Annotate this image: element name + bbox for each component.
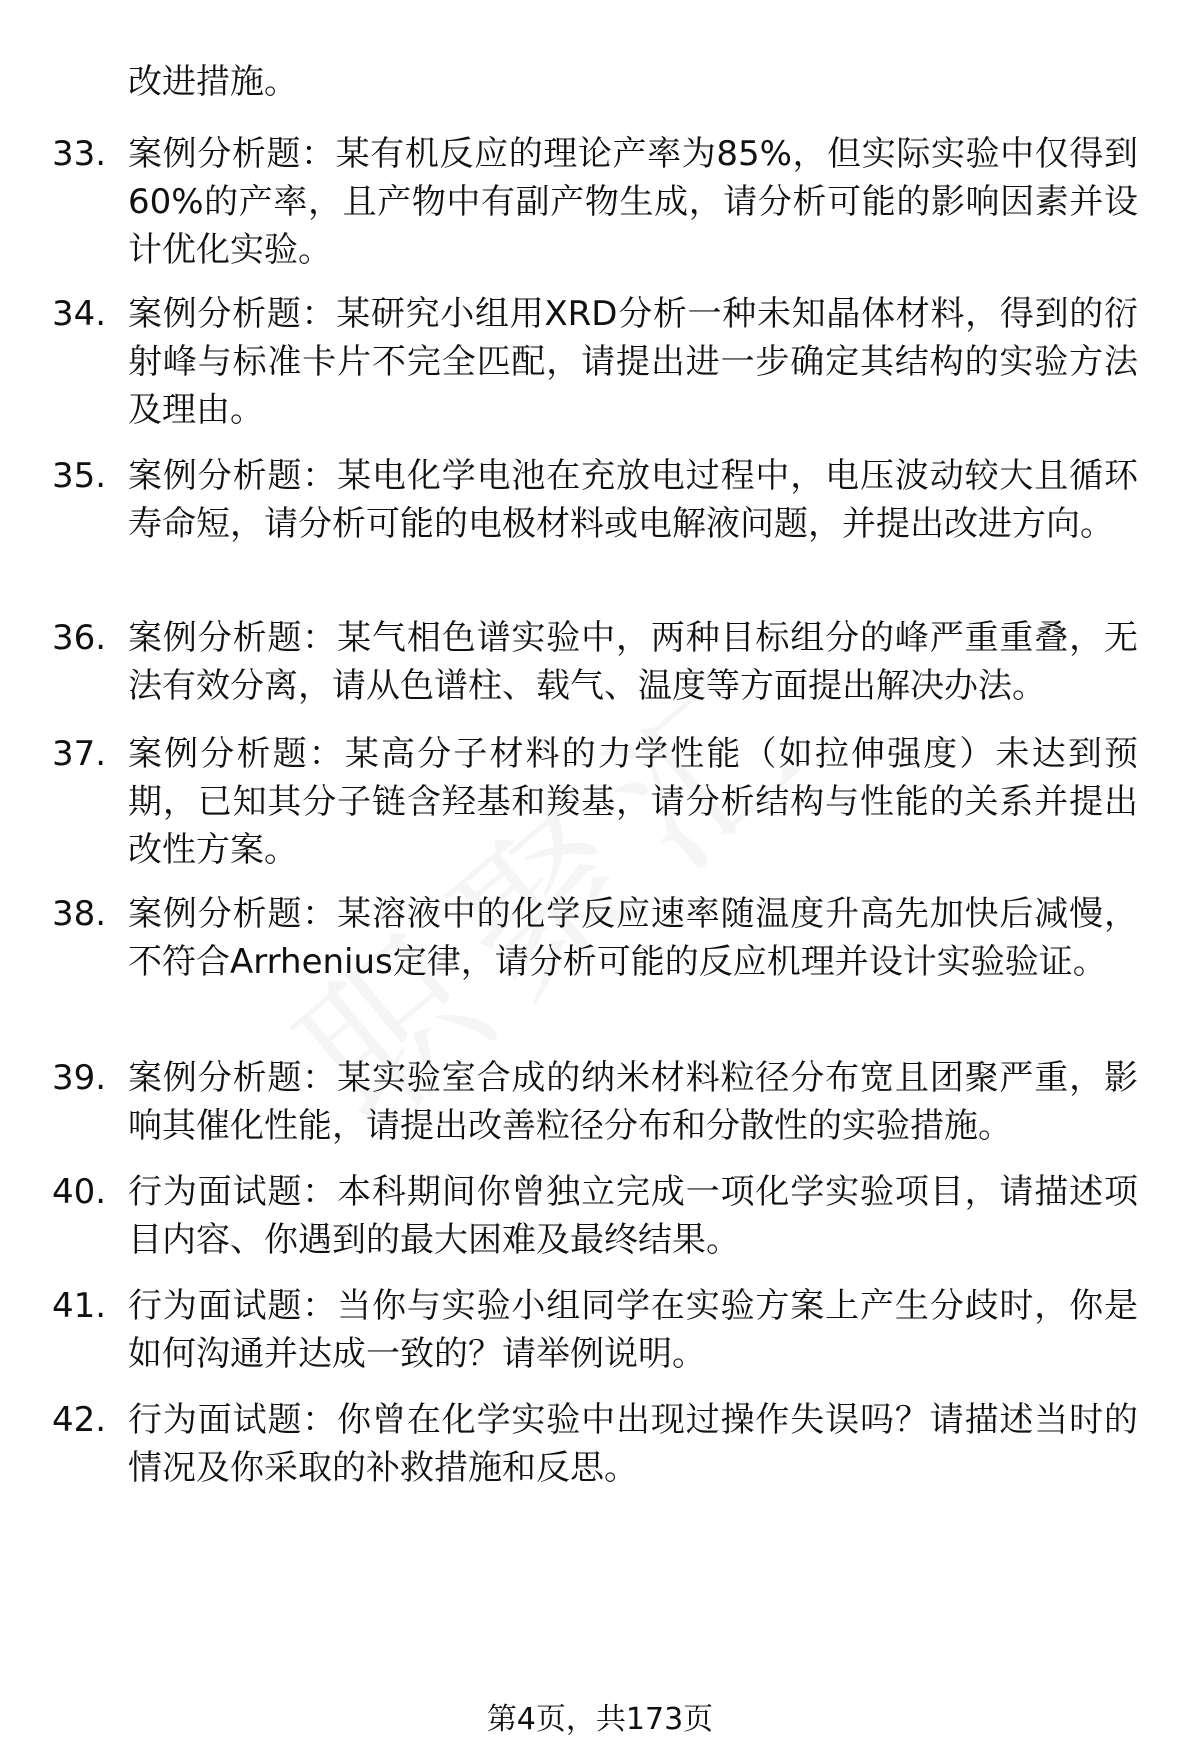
question-number: 38.: [52, 894, 107, 934]
question-text: 案例分析题：某研究小组用XRD分析一种未知晶体材料，得到的衍射峰与标准卡片不完全匹配，请提出进一步确定其结构的实验方法及理由。: [128, 294, 1138, 430]
question-number: 33.: [52, 134, 107, 174]
question-number: 34.: [52, 294, 107, 334]
question-number: 42.: [52, 1400, 107, 1440]
question-text: 行为面试题：你曾在化学实验中出现过操作失误吗？请描述当时的情况及你采取的补救措施和反思。: [128, 1400, 1138, 1488]
question-number: 36.: [52, 618, 107, 658]
question-number: 41.: [52, 1286, 107, 1326]
question-text: 行为面试题：当你与实验小组同学在实验方案上产生分歧时，你是如何沟通并达成一致的？请举例说明。: [128, 1286, 1138, 1374]
question-number: 39.: [52, 1058, 107, 1098]
question-number: 40.: [52, 1172, 107, 1212]
continuation-text: 改进措施。: [128, 62, 298, 102]
question-text: 案例分析题：某有机反应的理论产率为85%，但实际实验中仅得到60%的产率，且产物中有副产物生成，请分析可能的影响因素并设计优化实验。: [128, 134, 1138, 270]
question-text: 案例分析题：某气相色谱实验中，两种目标组分的峰严重重叠，无法有效分离，请从色谱柱、载气、温度等方面提出解决办法。: [128, 618, 1138, 706]
question-text: 案例分析题：某实验室合成的纳米材料粒径分布宽且团聚严重，影响其催化性能，请提出改善粒径分布和分散性的实验措施。: [128, 1058, 1138, 1146]
question-number: 35.: [52, 456, 107, 496]
question-text: 行为面试题：本科期间你曾独立完成一项化学实验项目，请描述项目内容、你遇到的最大困难及最终结果。: [128, 1172, 1138, 1260]
page-footer: 第4页，共173页: [486, 1702, 714, 1737]
question-text: 案例分析题：某溶液中的化学反应速率随温度升高先加快后减慢，不符合Arrhenius定律，请分析可能的反应机理并设计实验验证。: [128, 894, 1138, 982]
question-number: 37.: [52, 734, 107, 774]
question-text: 案例分析题：某高分子材料的力学性能（如拉伸强度）未达到预期，已知其分子链含羟基和羧基，请分析结构与性能的关系并提出改性方案。: [128, 734, 1138, 870]
question-text: 案例分析题：某电化学电池在充放电过程中，电压波动较大且循环寿命短，请分析可能的电极材料或电解液问题，并提出改进方向。: [128, 456, 1138, 544]
